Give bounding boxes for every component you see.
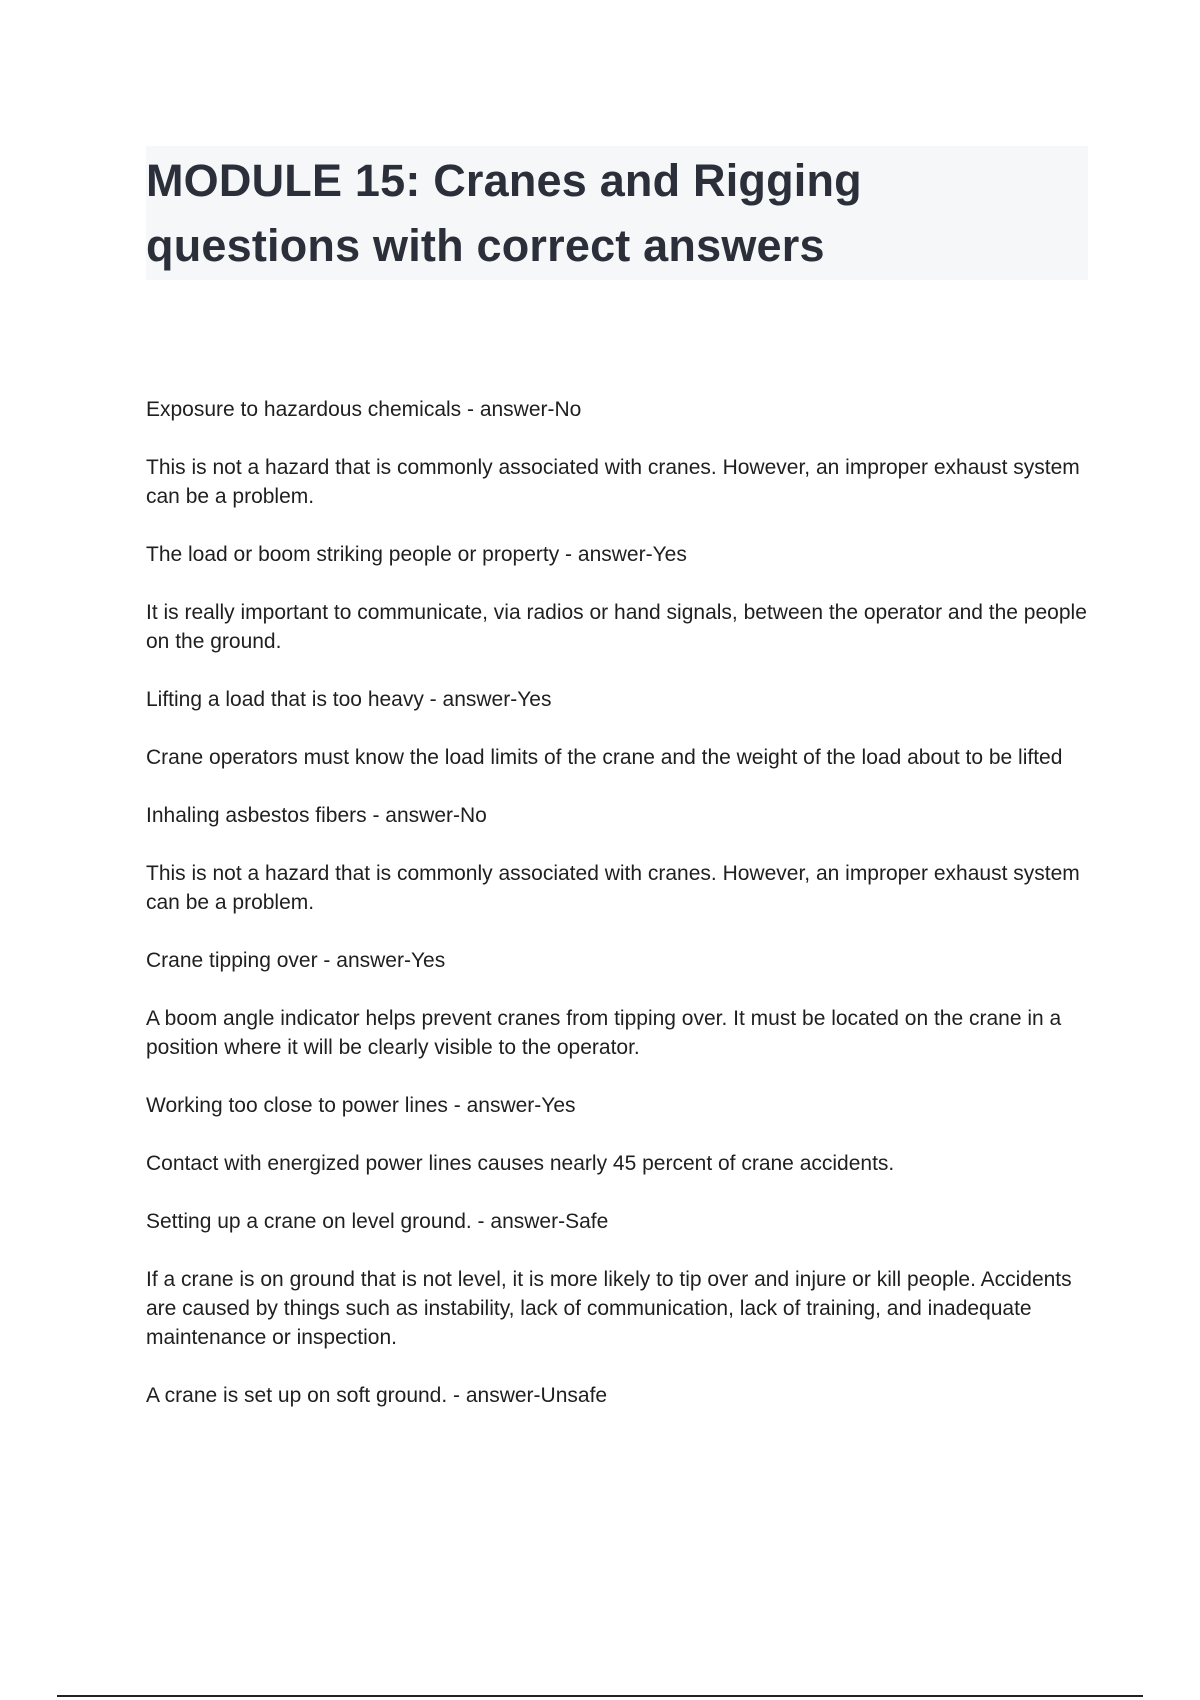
question-item: A crane is set up on soft ground. - answer-Unsafe <box>146 1384 608 1407</box>
answer-explanation: It is really important to communicate, via radios or hand signals, between the operator and the people on the ground. <box>146 601 1087 653</box>
answer-explanation: Contact with energized power lines causes nearly 45 percent of crane accidents. <box>146 1152 895 1175</box>
answer-explanation: Crane operators must know the load limits of the crane and the weight of the load about to be lifted <box>146 746 1063 769</box>
footer-divider <box>57 1695 1143 1697</box>
answer-explanation: This is not a hazard that is commonly associated with cranes. However, an improper exhaust system can be a problem. <box>146 862 1080 914</box>
page-title: MODULE 15: Cranes and Rigging questions with correct answers <box>146 155 862 271</box>
question-item: The load or boom striking people or property - answer-Yes <box>146 543 687 566</box>
question-item: Working too close to power lines - answer-Yes <box>146 1094 576 1117</box>
answer-explanation: If a crane is on ground that is not level, it is more likely to tip over and injure or kill people. Accidents are caused by things such as instability, lack of communication, lack of training, and inadequate maintenance or inspection. <box>146 1268 1072 1349</box>
title-banner <box>146 146 1088 280</box>
answer-explanation: A boom angle indicator helps prevent cranes from tipping over. It must be located on the crane in a position where it will be clearly visible to the operator. <box>146 1007 1062 1059</box>
question-item: Crane tipping over - answer-Yes <box>146 949 446 972</box>
document-body <box>146 395 1088 1439</box>
question-item: Exposure to hazardous chemicals - answer-No <box>146 398 582 421</box>
question-item: Setting up a crane on level ground. - answer-Safe <box>146 1210 609 1233</box>
question-item: Inhaling asbestos fibers - answer-No <box>146 804 487 827</box>
answer-explanation: This is not a hazard that is commonly associated with cranes. However, an improper exhaust system can be a problem. <box>146 456 1080 508</box>
question-item: Lifting a load that is too heavy - answer-Yes <box>146 688 552 711</box>
